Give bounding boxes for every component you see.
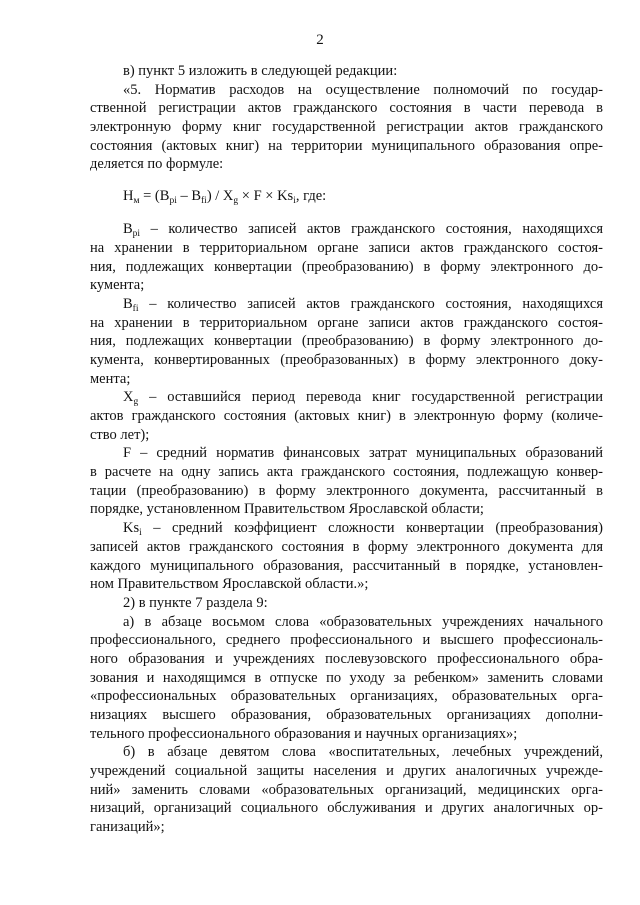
text-line: каждого муниципального образования, рассчитанный в порядке, установлен- bbox=[90, 557, 603, 574]
text-line: в расчете на одну запись акта гражданского состояния, подлежащую конвер- bbox=[90, 464, 603, 481]
text-line: «5. Норматив расходов на осуществление полномочий по государ- bbox=[123, 81, 603, 98]
text-line: ний» заменить словами «образовательных организаций, медицинских орга- bbox=[90, 781, 603, 798]
text-line: «профессиональных образовательных организациях, образовательных орга- bbox=[90, 688, 603, 705]
formula: $Н_м = (В_{pi} - В_{fi}) / Х_g \times F \times Ks_i$, где: bbox=[123, 188, 327, 207]
text-line: электронную форму книг государственной регистрации актов гражданского bbox=[90, 119, 603, 136]
text-line: ния, подлежащих конвертации (преобразованию) в форму электронного до- bbox=[90, 258, 603, 275]
text-line: учреждений социальной защиты населения и других аналогичных учрежде- bbox=[90, 763, 603, 780]
text-line: порядке, установленном Правительством Ярославской области; bbox=[90, 501, 484, 518]
text-line: в) пункт 5 изложить в следующей редакции: bbox=[123, 63, 398, 79]
text-line: зования и находящимся в отпуске по уходу за ребенком» заменить словами bbox=[90, 669, 603, 686]
text-line: ство лет); bbox=[90, 426, 150, 443]
text-line: тации (преобразованию) в форму электронного документа, рассчитанный в bbox=[90, 482, 603, 499]
definition-line: $В_{fi}$ – количество записей актов гражданского состояния, находящихся bbox=[123, 295, 603, 314]
definition-line: F – средний норматив финансовых затрат муниципальных образований bbox=[123, 445, 603, 462]
text-line: кумента; bbox=[90, 277, 145, 294]
text-line: деляется по формуле: bbox=[90, 156, 224, 173]
text-line: на хранении в территориальном органе записи актов гражданского состоя- bbox=[90, 314, 603, 331]
document-body bbox=[90, 62, 603, 837]
definition-line: $В_{pi}$ – количество записей актов гражданского состояния, находящихся bbox=[123, 221, 603, 240]
page-number: 2 bbox=[316, 32, 324, 48]
text-line: ного образования и учреждениях послевузовского профессионального обра- bbox=[90, 650, 603, 667]
text-line: записей актов гражданского состояния в форму электронного документа для bbox=[90, 538, 603, 555]
text-line: ния, подлежащих конвертации (преобразованию) в форму электронного до- bbox=[90, 333, 603, 350]
text-line: тельного профессионального образования и научных организациях»; bbox=[90, 725, 518, 742]
definition-line: $Х_g$ – оставшийся период перевода книг государственной регистрации bbox=[123, 389, 603, 408]
text-line: кумента, конвертированных (преобразованных) в форму электронного доку- bbox=[90, 351, 603, 368]
text-line: состояния (актовых книг) на территории муниципального образования опре- bbox=[90, 137, 603, 154]
text-line: низаций, организаций социального обслуживания и других аналогичных ор- bbox=[90, 800, 603, 817]
text-line: а) в абзаце восьмом слова «образовательных учреждениях начального bbox=[123, 613, 603, 630]
text-line: низациях высшего образования, образовательных организациях дополни- bbox=[90, 707, 603, 723]
text-line: актов гражданского состояния (актовых книг) в электронную форму (количе- bbox=[90, 408, 603, 424]
text-line: ственной регистрации актов гражданского состояния в части перевода в bbox=[90, 100, 603, 117]
definition-line: $Ks_i$ – средний коэффициент сложности конвертации (преобразования) bbox=[123, 520, 603, 539]
text-line: на хранении в территориальном органе записи актов гражданского состоя- bbox=[90, 239, 603, 256]
text-line: профессионального, среднего профессионального и высшего профессиональ- bbox=[90, 632, 603, 649]
text-line: 2) в пункте 7 раздела 9: bbox=[123, 594, 268, 611]
text-line: мента; bbox=[90, 370, 131, 387]
text-line: ном Правительством Ярославской области.»; bbox=[90, 576, 369, 593]
text-line: б) в абзаце девятом слова «воспитательных, лечебных учреждений, bbox=[123, 744, 603, 761]
text-line: ганизаций»; bbox=[90, 819, 165, 836]
